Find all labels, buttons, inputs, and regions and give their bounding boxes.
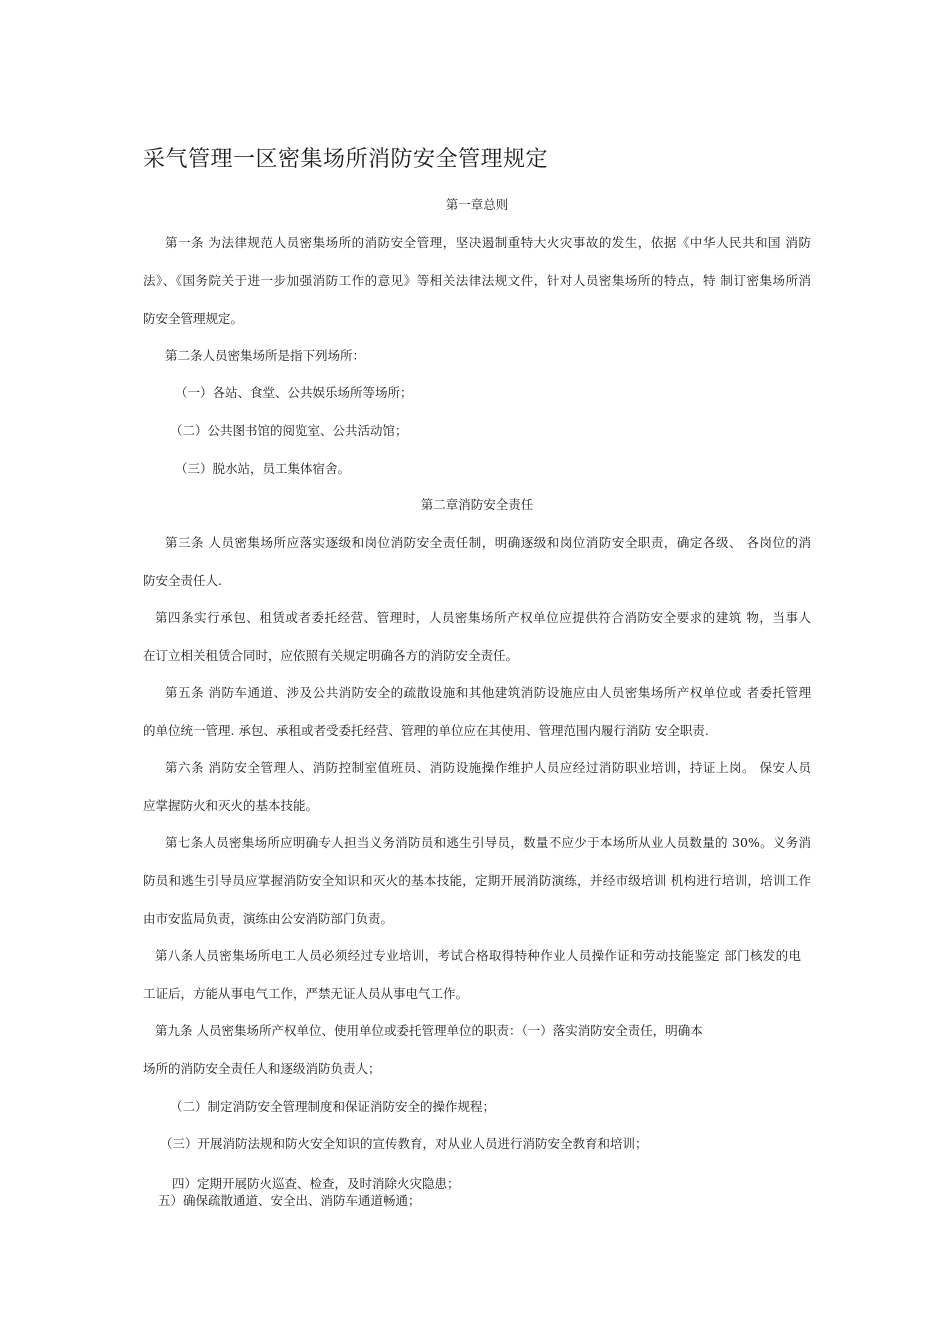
article-1-line-1: 第一条 为法律规范人员密集场所的消防安全管理，坚决遏制重特大火灾事故的发生，依据《中华人民共和国 消防	[165, 235, 811, 250]
article-2-item-2: （二）公共图书馆的阅览室、公共活动馆；	[170, 423, 408, 438]
article-6-line-2: 应掌握防火和灭火的基本技能。	[143, 798, 319, 813]
document-title: 采气管理一区密集场所消防安全管理规定	[143, 147, 549, 172]
article-4-line-1: 第四条实行承包、租赁或者委托经营、管理时，人员密集场所产权单位应提供符合消防安全要求的建筑 物，当事人	[155, 610, 811, 625]
article-7-line-1: 第七条人员密集场所应明确专人担当义务消防员和逃生引导员，数量不应少于本场所从业人员数量的 30%。义务消	[165, 835, 811, 850]
article-4-line-2: 在订立相关租赁合同时，应依照有关规定明确各方的消防安全责任。	[143, 648, 519, 663]
article-1-line-3: 防安全管理规定。	[143, 311, 244, 326]
article-9-item-3: （三）开展消防法规和防火安全知识的宣传教育，对从业人员进行消防安全教育和培训；	[160, 1136, 648, 1151]
article-9-line-2: 场所的消防安全责任人和逐级消防负责人；	[143, 1061, 381, 1076]
article-9-item-2: （二）制定消防安全管理制度和保证消防安全的操作规程；	[170, 1099, 496, 1114]
article-8-line-2: 工证后，方能从事电气工作，严禁无证人员从事电气工作。	[143, 986, 469, 1001]
article-5-line-1: 第五条 消防车通道、涉及公共消防安全的疏散设施和其他建筑消防设施应由人员密集场所产权单位或 者委托管理	[165, 685, 811, 700]
article-3-line-2: 防安全责任人.	[143, 573, 222, 588]
article-9-line-1: 第九条 人员密集场所产权单位、使用单位或委托管理单位的职责：（一）落实消防安全责任，明确本	[155, 1023, 703, 1038]
article-8-line-1: 第八条人员密集场所电工人员必须经过专业培训，考试合格取得特种作业人员操作证和劳动技能鉴定 部门核发的电	[155, 948, 801, 963]
article-7-line-3: 由市安监局负责，演练由公安消防部门负责。	[143, 911, 394, 926]
article-1-line-2: 法》、《国务院关于进一步加强消防工作的意见》等相关法律法规文件，针对人员密集场所的特点，特 制订密集场所消	[143, 273, 811, 288]
article-7-line-2: 防员和逃生引导员应掌握消防安全知识和灭火的基本技能，定期开展消防演练，并经市级培训 机构进行培训，培训工作	[143, 873, 811, 888]
article-2-item-1: （一）各站、食堂、公共娱乐场所等场所；	[175, 385, 413, 400]
article-9-item-4: 四）定期开展防火巡查、检查，及时消除火灾隐患；	[172, 1176, 460, 1191]
article-6-line-1: 第六条 消防安全管理人、消防控制室值班员、消防设施操作维护人员应经过消防职业培训，持证上岗。 保安人员	[165, 760, 811, 775]
article-3-line-1: 第三条 人员密集场所应落实逐级和岗位消防安全责任制，明确逐级和岗位消防安全职责，确定各级、 各岗位的消	[165, 535, 811, 550]
article-2-line-1: 第二条人员密集场所是指下列场所：	[165, 348, 366, 363]
article-2-item-3: （三）脱水站，员工集体宿舍。	[175, 461, 351, 476]
article-5-line-2: 的单位统一管理. 承包、承租或者受委托经营、管理的单位应在其使用、管理范围内履行消防 安全职责.	[143, 723, 709, 738]
chapter-heading-1: 第一章总则	[445, 197, 509, 212]
chapter-heading-2: 第二章消防安全责任	[420, 497, 534, 512]
article-9-item-5: 五）确保疏散通道、安全出、消防车通道畅通；	[158, 1193, 421, 1208]
